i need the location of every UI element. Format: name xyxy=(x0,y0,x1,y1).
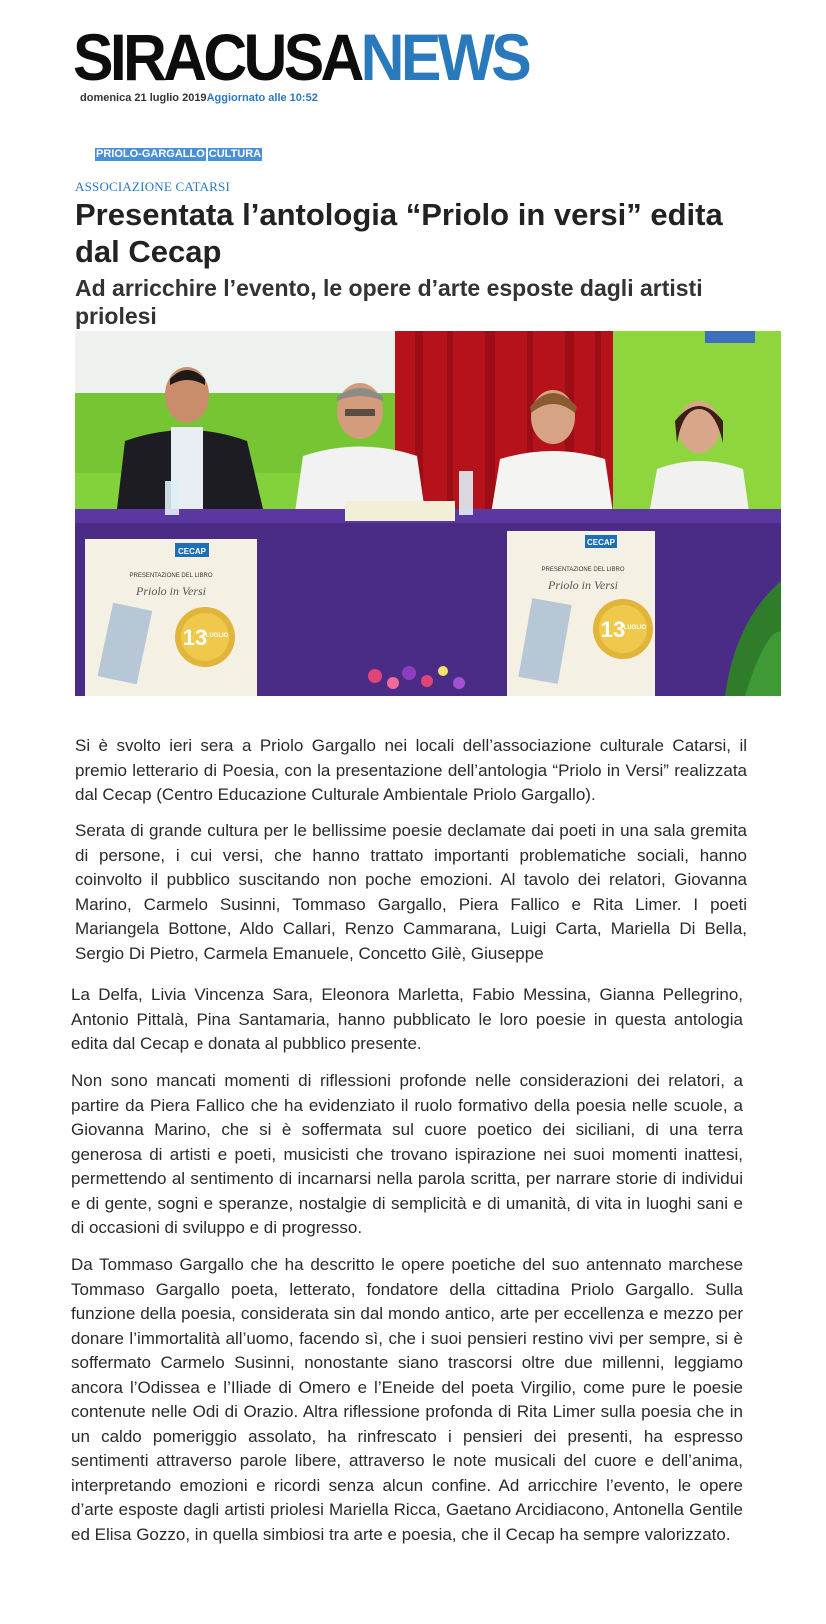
dateline xyxy=(80,92,318,104)
publication-date: domenica 21 luglio 2019 xyxy=(80,92,207,104)
poster-left xyxy=(85,539,257,696)
site-logo[interactable] xyxy=(73,20,529,94)
poster-left-month: LUGLIO xyxy=(205,633,229,639)
article-subtitle: Ad arricchire l’evento, le opere d’arte esposte dagli artisti priolesi xyxy=(75,275,703,329)
paragraph-5: Da Tommaso Gargallo che ha descritto le opere poetiche del suo antennato marchese Tommaso Gargallo poeta, letterato, fondatore della cittadina Priolo Gargallo. Sulla funzione della poesia, considerata sin dal mondo antico, arte per eccellenza e mezzo per donare l’immortalità all’uomo, facendo sì, che i suoi pensieri restino vivi per sempre, si è soffermato Carmelo Susinni, nonostante siano trascorsi oltre due millenni, leggiamo ancora l’Odissea e l’Iliade di Omero e l’Eneide del poeta Virgilio, come pure le poesie contenute nelle Odi di Orazio. Altra riflessione profonda di Rita Limer sulla poesia che in un caldo pomeriggio assolato, ha rinfrescato i pensieri dei presenti, ha espresso sentimenti attraverso parole libere, attraverso le note musicali del cuore e dell’anima, interpretando emozioni e ricordi senza alcun confine. Ad arricchire l’evento, le opere d’arte esposte dagli artisti priolesi Mariella Ricca, Gaetano Arcidiacono, Antonella Gentile ed Elisa Gozzo, in quella simbiosi tra arte e poesia, che il Cecap ha sempre valorizzato. xyxy=(71,1255,743,1544)
poster-left-day: 13 xyxy=(182,625,208,650)
article-kicker: ASSOCIAZIONE CATARSI xyxy=(75,179,230,194)
poster-right-day: 13 xyxy=(600,617,626,642)
paragraph-1: Si è svolto ieri sera a Priolo Gargallo nei locali dell’associazione culturale Catarsi, il premio letterario di Poesia, con la presentazione dell’antologia “Priolo in Versi” realizzata dal Cecap (Centro Educazione Culturale Ambientale Priolo Gargallo). xyxy=(75,736,747,804)
poster-right xyxy=(507,531,655,696)
tag-priolo-gargallo[interactable]: PRIOLO-GARGALLO xyxy=(96,148,205,160)
tag-cultura[interactable]: CULTURA xyxy=(208,148,262,160)
paragraph-4: Non sono mancati momenti di riflessioni profonde nelle considerazioni dei relatori, a partire da Piera Fallico che ha evidenziato il ruolo formativo della poesia nelle scuole, a Giovanna Marino, che si è soffermata sul cuore poetico dei siciliani, di una terra generosa di artisti e poeti, musicisti che trovano ispirazione nei suoi momenti inattesi, permettendo al sentimento di incarnarsi nella parola scritta, per narrare storie di individui e di gente, sogni e speranze, nostalgie di semplicità e di umanità, di vita in luoghi sani e di occasioni di sviluppo e di progresso. xyxy=(71,1071,743,1237)
article-photo xyxy=(75,331,781,696)
poster-right-brand: CECAP xyxy=(586,538,616,547)
article-title: Presentata l’antologia “Priolo in versi” edita dal Cecap xyxy=(75,197,723,269)
poster-right-month: LUGLIO xyxy=(623,625,647,631)
paragraph-2: Serata di grande cultura per le bellissime poesie declamate dai poeti in una sala gremita di persone, i cui versi, che hanno trattato importanti problematiche sociali, hanno coinvolto il pubblico suscitando non poche emozioni. Al tavolo dei relatori, Giovanna Marino, Carmelo Susinni, Tommaso Gargallo, Piera Fallico e Rita Limer. I poeti Mariangela Bottone, Aldo Callari, Renzo Cammarana, Luigi Carta, Mariella Di Bella, Sergio Di Pietro, Carmela Emanuele, Concetto Gilè, Giuseppe xyxy=(75,821,747,963)
poster-left-heading: PRESENTAZIONE DEL LIBRO xyxy=(129,573,213,579)
logo-siracusa: SIRACUSA xyxy=(73,20,361,94)
paragraph-3: La Delfa, Livia Vincenza Sara, Eleonora Marletta, Fabio Messina, Gianna Pellegrino, Antonio Pittalà, Pina Santamaria, hanno pubblicato le loro poesie in questa antologia edita dal Cecap e donata al pubblico presente. xyxy=(71,985,743,1053)
poster-right-heading: PRESENTAZIONE DEL LIBRO xyxy=(541,567,625,573)
last-updated: Aggiornato alle 10:52 xyxy=(206,92,318,104)
poster-left-brand: CECAP xyxy=(177,547,207,556)
poster-left-title: Priolo in Versi xyxy=(135,584,207,598)
logo-news: NEWS xyxy=(360,20,529,94)
category-tags xyxy=(95,148,264,161)
poster-right-title: Priolo in Versi xyxy=(547,578,619,592)
